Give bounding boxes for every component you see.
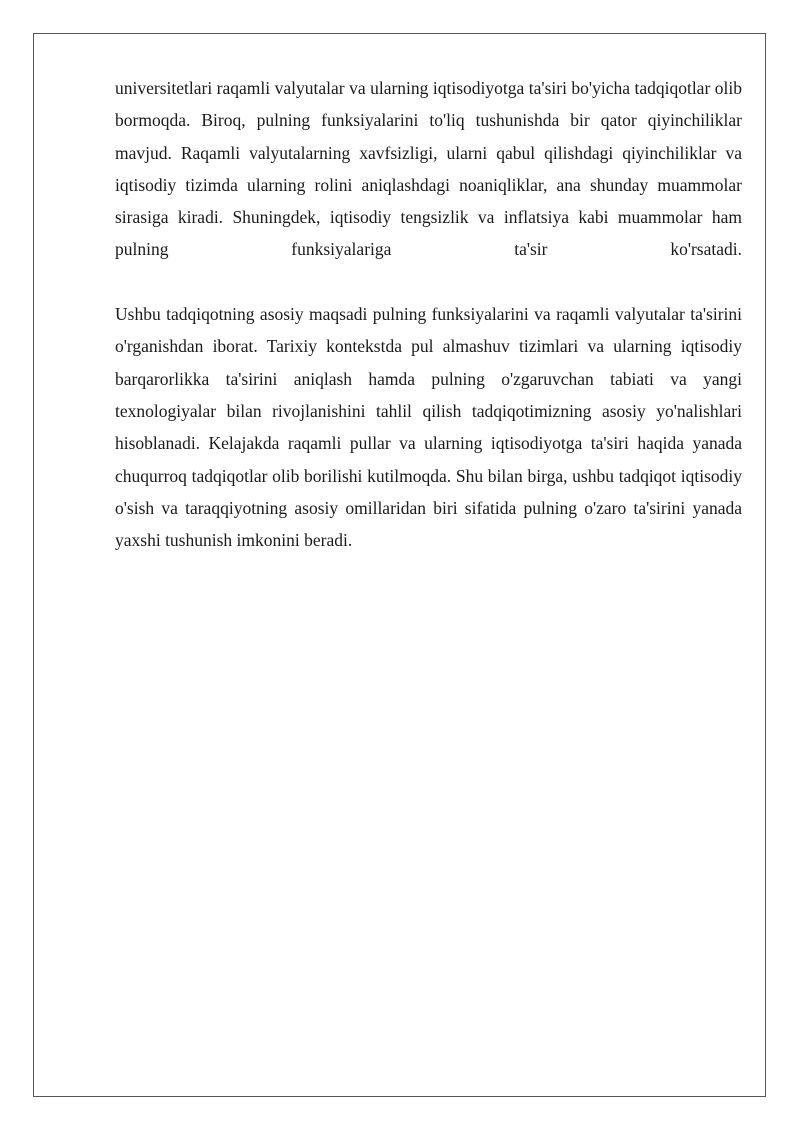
paragraph-1: universitetlari raqamli valyutalar va ularning iqtisodiyotga ta'siri bo'yicha tadqiqotlar olib bormoqda. Biroq, pulning funksiyalarini to'liq tushunishda bir qator qiyinchiliklar mavjud. Raqamli valyutalarning xavfsizligi, ularni qabul qilishdagi qiyinchiliklar va iqtisodiy tizimda ularning rolini aniqlashdagi noaniqliklar, ana shunday muammolar sirasiga kiradi. Shuningdek, iqtisodiy tengsizlik va inflatsiya kabi muammolar ham pulning funksiyalariga ta'sir ko'rsatadi. [115, 78, 742, 260]
paragraph-spacer [115, 266, 742, 298]
document-body [115, 72, 742, 556]
paragraph-2: Ushbu tadqiqotning asosiy maqsadi pulning funksiyalarini va raqamli valyutalar ta'sirini o'rganishdan iborat. Tarixiy kontekstda pul almashuv tizimlari va ularning iqtisodiy barqarorlikka ta'sirini aniqlash hamda pulning o'zgaruvchan tabiati va yangi texnologiyalar bilan rivojlanishini tahlil qilish tadqiqotimizning asosiy yo'nalishlari hisoblanadi. Kelajakda raqamli pullar va ularning iqtisodiyotga ta'siri haqida yanada chuqurroq tadqiqotlar olib borilishi kutilmoqda. Shu bilan birga, ushbu tadqiqot iqtisodiy o'sish va taraqqiyotning asosiy omillaridan biri sifatida pulning o'zaro ta'sirini yanada yaxshi tushunish imkonini beradi. [115, 304, 742, 551]
